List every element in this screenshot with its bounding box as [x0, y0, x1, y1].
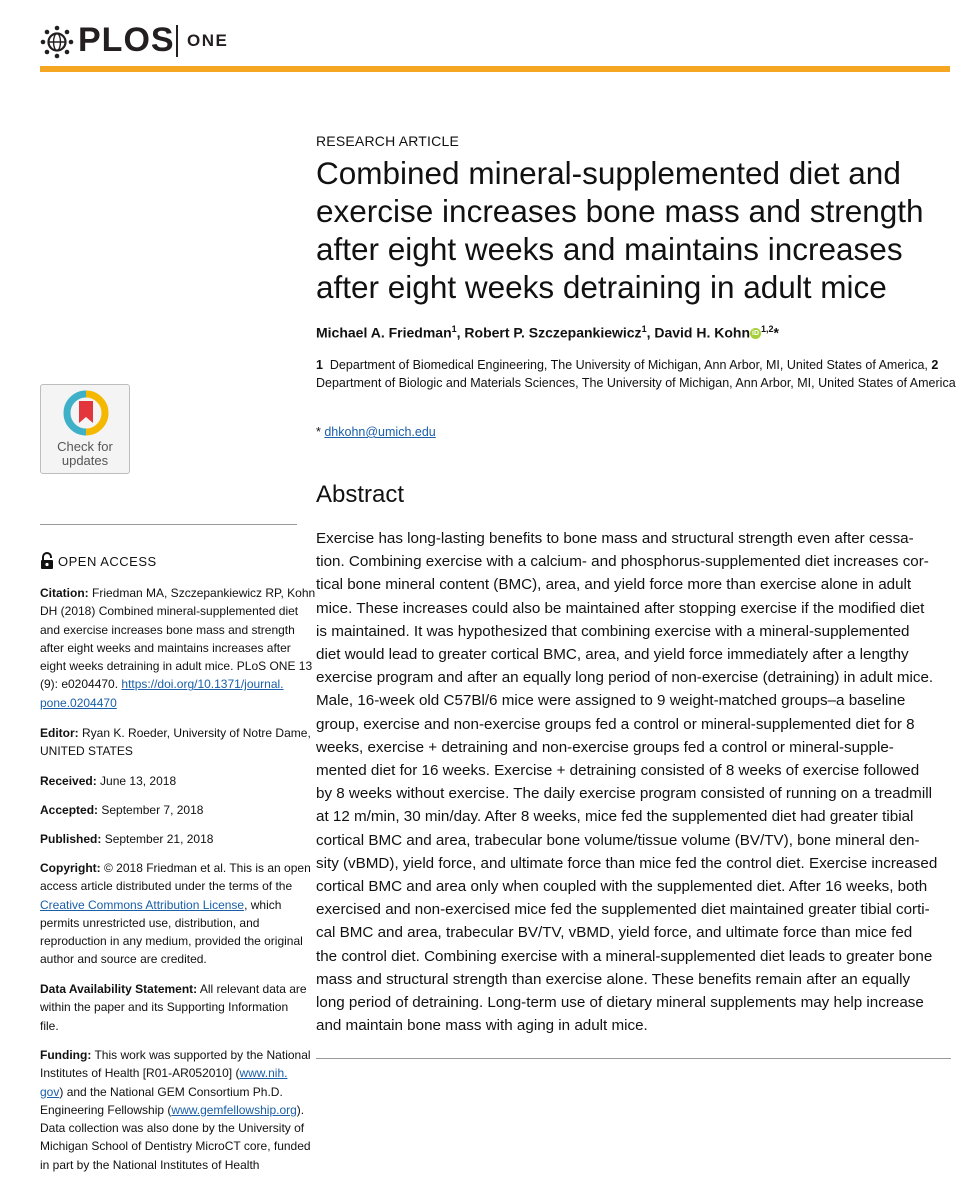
open-access-label: [40, 552, 157, 569]
abstract-line: mice. These increases could also be maintained after stopping exercise if the modified diet: [316, 599, 925, 617]
orcid-icon[interactable]: iD: [752, 330, 760, 338]
abstract-line: sity (vBMD), yield force, and ultimate force than mice fed the control diet. Exercise increased: [316, 854, 938, 872]
editor-block: [40, 724, 311, 761]
title-line: after eight weeks detraining in adult mice: [316, 269, 887, 305]
badge-label-line: Check for: [57, 439, 113, 454]
accepted-value: September 7, 2018: [101, 803, 204, 817]
copyright-text: , which: [244, 897, 282, 912]
open-access-text: OPEN ACCESS: [58, 554, 157, 569]
abstract-line: group, exercise and non-exercise groups fed a control or mineral-supplemented diet for 8: [316, 715, 915, 733]
received-label: Received:: [40, 774, 97, 788]
abstract-line: tion. Combining exercise with a calcium- and phosphorus-supplemented diet increases cor-: [316, 553, 929, 571]
journal-name: ONE: [187, 31, 229, 50]
abstract-line: mass and structural strength than exercise alone. These benefits remain after an equally: [316, 970, 911, 988]
title-line: after eight weeks and maintains increases: [316, 231, 903, 267]
crossmark-icon: [63, 390, 109, 436]
citation-text: (9): e0204470.: [40, 677, 119, 692]
copyright-text: permits unrestricted use, distribution, and: [40, 915, 260, 930]
corresponding-marker: *: [773, 324, 779, 341]
affiliation-text: Department of Biologic and Materials Sciences, The University of Michigan, Ann Arbor, MI, United States of America: [316, 375, 956, 390]
published-date: [40, 830, 300, 848]
copyright-text: access article distributed under the terms of the: [40, 879, 293, 894]
citation-text: Friedman MA, Szczepankiewicz RP, Kohn: [92, 586, 316, 600]
license-link[interactable]: Creative Commons Attribution License: [40, 897, 245, 912]
gem-fellowship-link[interactable]: www.gemfellowship.org: [171, 1102, 297, 1117]
article-title: [316, 154, 956, 306]
copyright-text: reproduction in any medium, provided the original: [40, 934, 303, 949]
abstract-line: cal BMC and area, trabecular BV/TV, vBMD, yield force, and ultimate force than mice fed: [316, 924, 913, 942]
badge-label-line: updates: [61, 453, 109, 468]
data-availability-label: Data Availability Statement:: [40, 982, 198, 996]
abstract-line: exercise program and after an equally long period of non-exercise (detraining) in adult mice.: [316, 669, 934, 687]
article-type-label: RESEARCH ARTICLE: [316, 133, 459, 149]
funding-text: Michigan School of Dentistry MicroCT core, funded: [40, 1139, 311, 1154]
abstract-line: Exercise has long-lasting benefits to bone mass and structural strength even after cessa-: [316, 530, 914, 547]
affiliation-number: 1: [316, 358, 323, 372]
funding-label: Funding:: [40, 1048, 92, 1062]
title-line: exercise increases bone mass and strength: [316, 193, 924, 229]
abstract-line: weeks, exercise + detraining and non-exercise groups fed a control or mineral-supple-: [316, 738, 894, 756]
abstract-line: cortical BMC and area, trabecular bone volume/tissue volume (BV/TV), bone mineral den-: [316, 831, 920, 849]
accepted-date: [40, 801, 300, 819]
correspondence-marker: *: [316, 425, 321, 439]
sidebar-divider: [40, 524, 297, 525]
abstract-line: and maintain bone mass with aging in adult mice.: [316, 1017, 648, 1035]
accepted-label: Accepted:: [40, 803, 99, 817]
correspondence-email-link[interactable]: dhkohn@umich.edu: [324, 425, 436, 439]
affiliation-text: Department of Biomedical Engineering, The University of Michigan, Ann Arbor, MI, United States of America,: [329, 358, 928, 372]
author-affiliation-sup: 1: [641, 324, 647, 334]
abstract-line: mented diet for 16 weeks. Exercise + detraining consisted of 8 weeks of exercise followed: [316, 762, 920, 780]
author-name[interactable]: David H. Kohn: [654, 324, 751, 341]
published-label: Published:: [40, 832, 102, 846]
nih-link[interactable]: www.nih.: [239, 1066, 288, 1081]
author-name[interactable]: Robert P. Szczepankiewicz: [464, 324, 642, 341]
abstract-line: is maintained. It was hypothesized that combining exercise with a mineral-supplemented: [316, 622, 910, 640]
abstract-line: at 12 m/min, 30 min/day. After 8 weeks, mice fed the supplemented diet had greater tibial: [316, 808, 914, 826]
plos-logo-icon: [40, 25, 74, 59]
nih-link[interactable]: gov: [40, 1084, 60, 1099]
logo-separator: [176, 25, 178, 57]
doi-link[interactable]: https://doi.org/10.1371/journal.: [121, 677, 284, 692]
author-name[interactable]: Michael A. Friedman: [316, 324, 452, 341]
copyright-label: Copyright:: [40, 861, 101, 875]
abstract-line: cortical BMC and area only when coupled with the supplemented diet. After 16 weeks, both: [316, 878, 928, 896]
data-availability-text: file.: [40, 1018, 59, 1033]
affiliations: [316, 357, 956, 392]
abstract-line: the control diet. Combining exercise with a mineral-supplemented diet leads to greater bone: [316, 947, 933, 965]
funding-block: [40, 1046, 311, 1174]
funding-text: in part by the National Institutes of Health: [40, 1157, 260, 1172]
author-affiliation-sup: 1,2: [761, 324, 774, 334]
title-line: Combined mineral-supplemented diet and: [316, 155, 901, 191]
funding-text: Engineering Fellowship (: [40, 1102, 172, 1117]
author-affiliation-sup: 1: [451, 324, 457, 334]
abstract-body: [316, 527, 956, 1037]
editor-text: UNITED STATES: [40, 744, 133, 759]
abstract-line: exercised and non-exercised mice fed the supplemented diet maintained greater tibial corti-: [316, 901, 930, 919]
copyright-text: author and source are credited.: [40, 952, 207, 967]
funding-text: Institutes of Health [R01-AR052010] (: [40, 1066, 240, 1081]
abstract-line: diet would lead to greater cortical BMC, area, and yield force immediately after a lengthy: [316, 646, 909, 664]
abstract-divider: [316, 1058, 951, 1059]
funding-text: Data collection was also done by the University of: [40, 1121, 305, 1136]
funding-text: ).: [296, 1102, 305, 1117]
copyright-text: © 2018 Friedman et al. This is an open: [104, 861, 311, 875]
citation-text: DH (2018) Combined mineral-supplemented diet: [40, 604, 299, 619]
open-lock-icon: [40, 552, 54, 569]
editor-text: Ryan K. Roeder, University of Notre Dame,: [82, 726, 311, 740]
funding-text: ) and the National GEM Consortium Ph.D.: [59, 1084, 283, 1099]
funding-text: This work was supported by the National: [94, 1048, 311, 1062]
header-accent-rule: [40, 66, 950, 72]
data-availability-text: within the paper and its Supporting Information: [40, 1000, 289, 1015]
brand-logo-text: PLOS: [78, 21, 175, 59]
citation-label: Citation:: [40, 586, 89, 600]
data-availability-text: All relevant data are: [199, 982, 307, 996]
copyright-block: [40, 859, 311, 969]
abstract-line: Male, 16-week old C57Bl/6 mice were assigned to 9 weight-matched groups–a baseline: [316, 692, 906, 710]
abstract-heading: Abstract: [316, 481, 405, 508]
abstract-line: by 8 weeks without exercise. The daily exercise program consisted of running on a treadmill: [316, 785, 932, 803]
citation-text: after eight weeks and maintains increases after: [40, 640, 291, 655]
citation-text: eight weeks detraining in adult mice. PLoS ONE 13: [40, 659, 313, 674]
badge-label: [41, 440, 129, 468]
affiliation-number: 2: [931, 358, 939, 372]
published-value: September 21, 2018: [104, 832, 214, 846]
editor-label: Editor:: [40, 726, 79, 740]
doi-link[interactable]: pone.0204470: [40, 695, 117, 710]
abstract-line: long period of detraining. Long-term use of dietary mineral supplements may help increase: [316, 994, 924, 1012]
correspondence: [316, 425, 436, 439]
citation-block: [40, 584, 316, 712]
check-for-updates-badge[interactable]: [40, 384, 130, 474]
data-availability-block: [40, 980, 307, 1035]
abstract-line: tical bone mineral content (BMC), area, and yield force more than exercise alone in adult: [316, 576, 912, 594]
received-value: June 13, 2018: [100, 774, 177, 788]
author-list: Michael A. Friedman$^1$, Robert P. Szczepankiewicz$^1$, David H. Kohn iD $^{1,2}$*: [316, 324, 779, 341]
citation-text: and exercise increases bone mass and strength: [40, 622, 295, 637]
received-date: [40, 772, 300, 790]
